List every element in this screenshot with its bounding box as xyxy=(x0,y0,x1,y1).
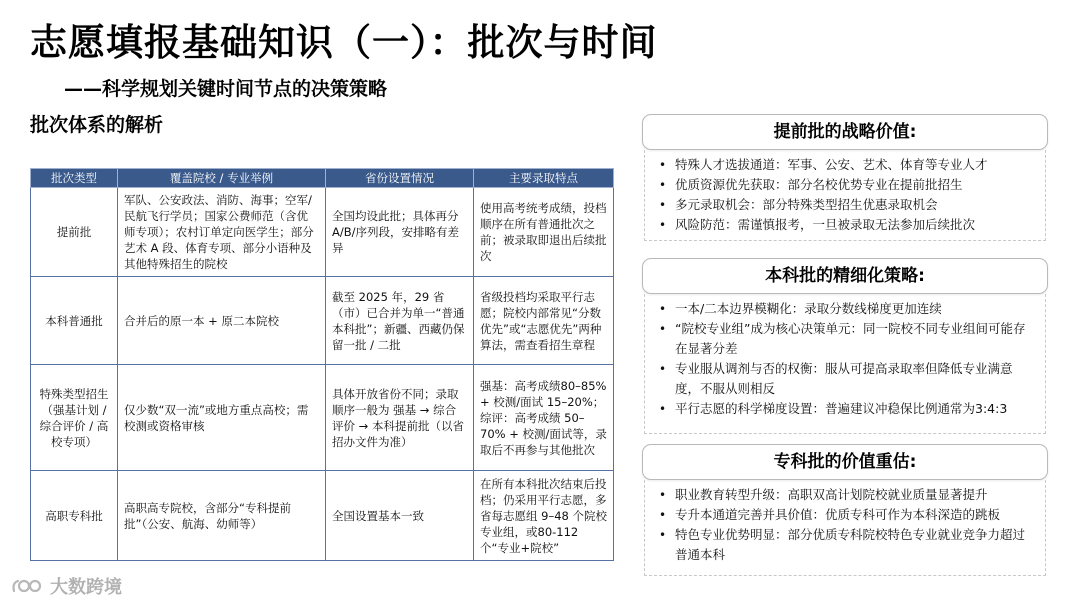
panel-title: 提前批的战略价值: xyxy=(642,114,1048,150)
cell-colleges: 高职高专院校，含部分“专科提前批”（公安、航海、幼师等） xyxy=(118,471,326,561)
panel-title: 本科批的精细化策略: xyxy=(642,258,1048,294)
bullet-list xyxy=(659,299,1037,419)
cell-colleges: 合并后的原一本 + 原二本院校 xyxy=(118,277,326,365)
panel-undergrad-batch xyxy=(642,258,1048,434)
list-item: • 特色专业优势明显：部分优质专科院校特色专业就业竞争力超过普通本科 xyxy=(659,525,1037,565)
list-item: • “院校专业组”成为核心决策单元：同一院校不同专业组间可能存在显著分差 xyxy=(659,319,1037,359)
table-row xyxy=(31,365,614,471)
table-row xyxy=(31,277,614,365)
cell-features: 使用高考统考成绩，投档顺序在所有普通批次之前；被录取即退出后续批次 xyxy=(474,188,614,277)
cell-colleges: 军队、公安政法、消防、海事；空军/民航飞行学员；国家公费师范（含优师专项）；农村订单定向医学生；部分艺术 A 段、体育专项、部分小语种及其他特殊招生的院校 xyxy=(118,188,326,277)
cell-features: 在所有本科批次结束后投档；仍采用平行志愿，多省每志愿组 9–48 个院校专业组，或80-112个“专业+院校” xyxy=(474,471,614,561)
header-batch-type: 批次类型 xyxy=(31,169,118,188)
list-item: • 优质资源优先获取：部分名校优势专业在提前批招生 xyxy=(659,175,1037,195)
cell-provinces: 具体开放省份不同；录取顺序一般为 强基 → 综合评价 → 本科提前批（以省招办文件为准） xyxy=(326,365,474,471)
panel-body xyxy=(644,150,1046,241)
page-title: 志愿填报基础知识（一）：批次与时间 xyxy=(30,21,658,64)
page-subtitle: ——科学规划关键时间节点的决策策略 xyxy=(64,78,388,100)
header-provinces: 省份设置情况 xyxy=(326,169,474,188)
panel-vocational-batch xyxy=(642,444,1048,576)
cell-features: 强基：高考成绩80–85% + 校测/面试 15–20%；综评：高考成绩 50–70% + 校测/面试等，录取后不再参与其他批次 xyxy=(474,365,614,471)
cell-batch-type: 提前批 xyxy=(31,188,118,277)
list-item: • 专升本通道完善并具价值：优质专科可作为本科深造的跳板 xyxy=(659,505,1037,525)
table-row xyxy=(31,471,614,561)
panel-body xyxy=(644,294,1046,434)
batch-table xyxy=(30,168,614,561)
list-item: • 专业服从调剂与否的权衡：服从可提高录取率但降低专业满意度，不服从则相反 xyxy=(659,359,1037,399)
list-item: • 风险防范：需谨慎报考，一旦被录取无法参加后续批次 xyxy=(659,215,1037,235)
cell-provinces: 截至 2025 年，29 省（市）已合并为单一“普通本科批”；新疆、西藏仍保留一批 / 二批 xyxy=(326,277,474,365)
list-item: • 平行志愿的科学梯度设置：普遍建议冲稳保比例通常为3:4:3 xyxy=(659,399,1037,419)
panel-body xyxy=(644,480,1046,576)
watermark xyxy=(10,573,122,599)
bullet-list xyxy=(659,155,1037,235)
watermark-logo-icon xyxy=(10,575,44,597)
cell-provinces: 全国设置基本一致 xyxy=(326,471,474,561)
list-item: • 职业教育转型升级：高职双高计划院校就业质量显著提升 xyxy=(659,485,1037,505)
section-title: 批次体系的解析 xyxy=(30,114,164,136)
header-features: 主要录取特点 xyxy=(474,169,614,188)
cell-features: 省级投档均采取平行志愿；院校内部常见“分数优先”或“志愿优先”两种算法，需查看招生章程 xyxy=(474,277,614,365)
cell-batch-type: 特殊类型招生（强基计划 / 综合评价 / 高校专项） xyxy=(31,365,118,471)
cell-colleges: 仅少数“双一流”或地方重点高校；需校测或资格审核 xyxy=(118,365,326,471)
watermark-text: 大数跨境 xyxy=(50,577,122,598)
cell-batch-type: 高职专科批 xyxy=(31,471,118,561)
table-row xyxy=(31,188,614,277)
panel-early-batch xyxy=(642,114,1048,241)
panel-title: 专科批的价值重估: xyxy=(642,444,1048,480)
table-header-row xyxy=(31,169,614,188)
cell-batch-type: 本科普通批 xyxy=(31,277,118,365)
cell-provinces: 全国均设此批；具体再分 A/B/序列段，安排略有差异 xyxy=(326,188,474,277)
header-colleges: 覆盖院校 / 专业举例 xyxy=(118,169,326,188)
list-item: • 一本/二本边界模糊化：录取分数线梯度更加连续 xyxy=(659,299,1037,319)
list-item: • 多元录取机会：部分特殊类型招生优惠录取机会 xyxy=(659,195,1037,215)
bullet-list xyxy=(659,485,1037,565)
list-item: • 特殊人才选拔通道：军事、公安、艺术、体育等专业人才 xyxy=(659,155,1037,175)
